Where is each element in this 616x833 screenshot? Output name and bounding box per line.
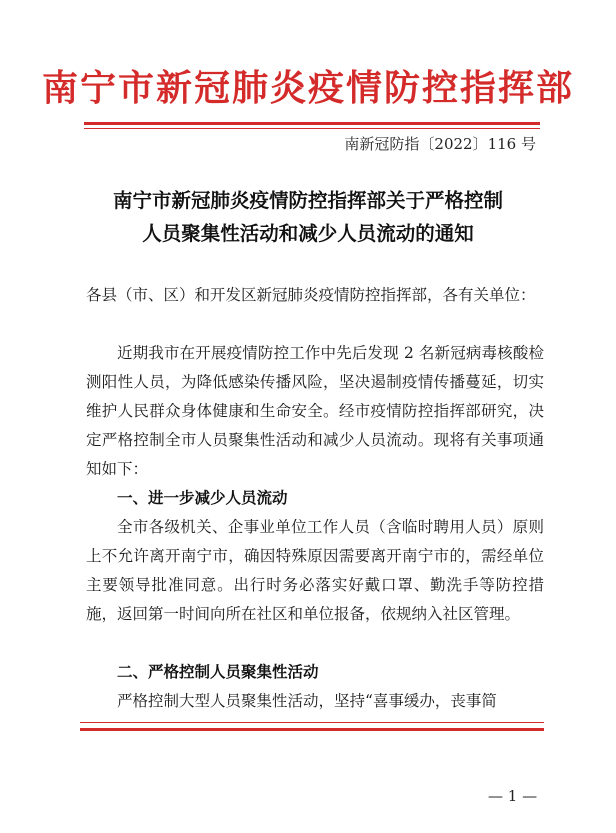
recipient-line: 各县（市、区）和开发区新冠肺炎疫情防控指挥部，各有关单位：	[86, 286, 536, 304]
notice-title-line-1: 南宁市新冠肺炎疫情防控指挥部关于严格控制	[112, 189, 503, 212]
section-2-heading: 二、严格控制人员聚集性活动	[117, 663, 319, 681]
section-2-paragraph: 严格控制大型人员聚集性活动，坚持“喜事缓办，丧事简	[117, 692, 497, 710]
document-number: 南新冠防指〔2022〕116 号	[344, 135, 536, 153]
organization-header: 南宁市新冠肺炎疫情防控指挥部	[41, 67, 574, 109]
notice-title-line-2: 人员聚集性活动和减少人员流动的通知	[142, 222, 474, 245]
header-red-rule	[84, 122, 540, 125]
header-red-rule-thin	[84, 128, 540, 129]
notice-title	[70, 184, 546, 250]
footer-red-rule	[80, 728, 544, 731]
section-1-paragraph: 全市各级机关、企事业单位工作人员（含临时聘用人员）原则上不允许离开南宁市，确因特殊原因需要离开南宁市的，需经单位主要领导批准同意。出行时务必落实好戴口罩、勤洗手等防控措施，返回第一时间向所在社区和单位报备，依规纳入社区管理。	[86, 518, 544, 623]
footer-red-rule-thin	[80, 722, 544, 723]
section-1-heading: 一、进一步减少人员流动	[117, 489, 288, 507]
page-number: — 1 —	[488, 787, 538, 805]
intro-paragraph: 近期我市在开展疫情防控工作中先后发现 2 名新冠病毒核酸检测阳性人员，为降低感染传播风险，坚决遏制疫情传播蔓延，切实维护人民群众身体健康和生命安全。经市疫情防控指挥部研究，决定严格控制全市人员聚集性活动和减少人员流动。现将有关事项通知如下：	[86, 344, 544, 478]
